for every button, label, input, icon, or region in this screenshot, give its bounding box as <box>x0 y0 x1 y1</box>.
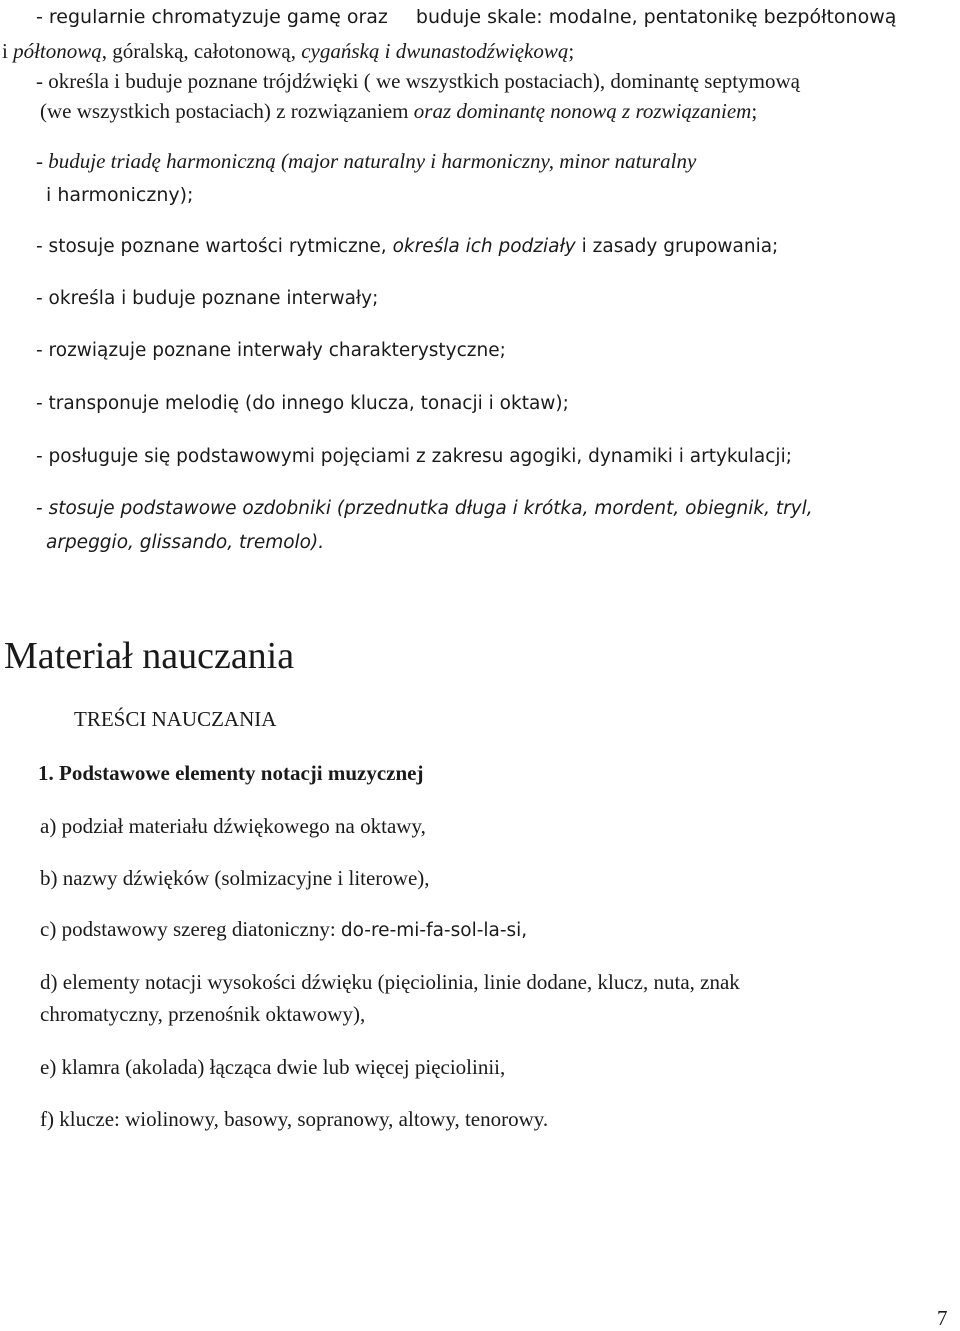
objective-characteristic-intervals: - rozwiązuje poznane interwały charakterystyczne; <box>36 340 506 361</box>
list-item-d: d) elementy notacji wysokości dźwięku (pięciolinia, linie dodane, klucz, nuta, znak <box>40 970 740 994</box>
section-title: Materiał nauczania <box>4 635 295 677</box>
objective-italic-text: cygańską i dwunastodźwiękową <box>301 39 569 63</box>
objective-triads-continued <box>40 98 757 124</box>
objective-text: , góralską, całotonową, <box>101 39 302 63</box>
list-item-a: a) podział materiału dźwiękowego na oktawy, <box>40 814 426 838</box>
objective-text: (we wszystkich postaciach) z rozwiązaniem <box>40 99 414 123</box>
objective-triads: - określa i buduje poznane trójdźwięki ( we wszystkich postaciach), dominantę septymową <box>36 69 800 93</box>
objective-chromatic-scales <box>36 4 896 30</box>
list-item-text: do-re-mi-fa-sol-la-si, <box>340 920 528 941</box>
objective-scales-continued <box>2 38 574 64</box>
objective-harmonic-triad-continued: i harmoniczny); <box>46 184 194 206</box>
objective-ornaments-continued <box>46 530 324 556</box>
objective-italic-text: określa ich podziały <box>392 236 576 257</box>
objective-text: - <box>36 498 49 519</box>
objective-italic-text: półtonową <box>13 39 102 63</box>
list-item-b: b) nazwy dźwięków (solmizacyjne i literowe), <box>40 866 430 890</box>
list-item-c <box>40 916 527 944</box>
objective-text: i <box>2 39 14 63</box>
list-item-d-continued: chromatyczny, przenośnik oktawowy), <box>40 1002 366 1026</box>
objective-italic-text: buduje triadę harmoniczną (major naturalny i harmoniczny, minor naturalny <box>48 149 697 173</box>
list-item-f: f) klucze: wiolinowy, basowy, sopranowy, altowy, tenorowy. <box>40 1107 549 1131</box>
objective-text: ; <box>751 99 758 123</box>
objective-italic-text: stosuje podstawowe ozdobniki (przednutka długa i krótka, mordent, obiegnik, tryl, <box>48 498 813 519</box>
objective-text: - <box>36 149 49 173</box>
objective-italic-text: oraz dominantę nonową z rozwiązaniem <box>413 99 752 123</box>
objective-text: - stosuje poznane wartości rytmiczne, <box>36 236 393 257</box>
section-subtitle: TREŚCI NAUCZANIA <box>74 707 277 731</box>
objective-italic-text: arpeggio, glissando, tremolo). <box>46 532 325 553</box>
objective-text: buduje skale: modalne, pentatonikę bezpółtonową <box>415 6 897 28</box>
objective-agogics: - posługuje się podstawowymi pojęciami z zakresu agogiki, dynamiki i artykulacji; <box>36 446 792 467</box>
objective-harmonic-triad <box>36 148 696 174</box>
objective-rhythmic-values <box>36 234 778 260</box>
objective-text: i zasady grupowania; <box>575 236 779 257</box>
objective-transposition: - transponuje melodię (do innego klucza, tonacji i oktaw); <box>36 393 569 414</box>
list-item-text: c) podstawowy szereg diatoniczny: <box>40 917 341 941</box>
objective-intervals: - określa i buduje poznane interwały; <box>36 288 379 309</box>
list-item-e: e) klamra (akolada) łącząca dwie lub więcej pięciolinii, <box>40 1055 506 1079</box>
page-number: 7 <box>937 1306 948 1330</box>
section-heading: 1. Podstawowe elementy notacji muzycznej <box>38 761 424 785</box>
objective-text: - regularnie chromatyzuje gamę oraz <box>36 6 388 28</box>
objective-text: ; <box>568 39 575 63</box>
objective-ornaments <box>36 496 813 522</box>
